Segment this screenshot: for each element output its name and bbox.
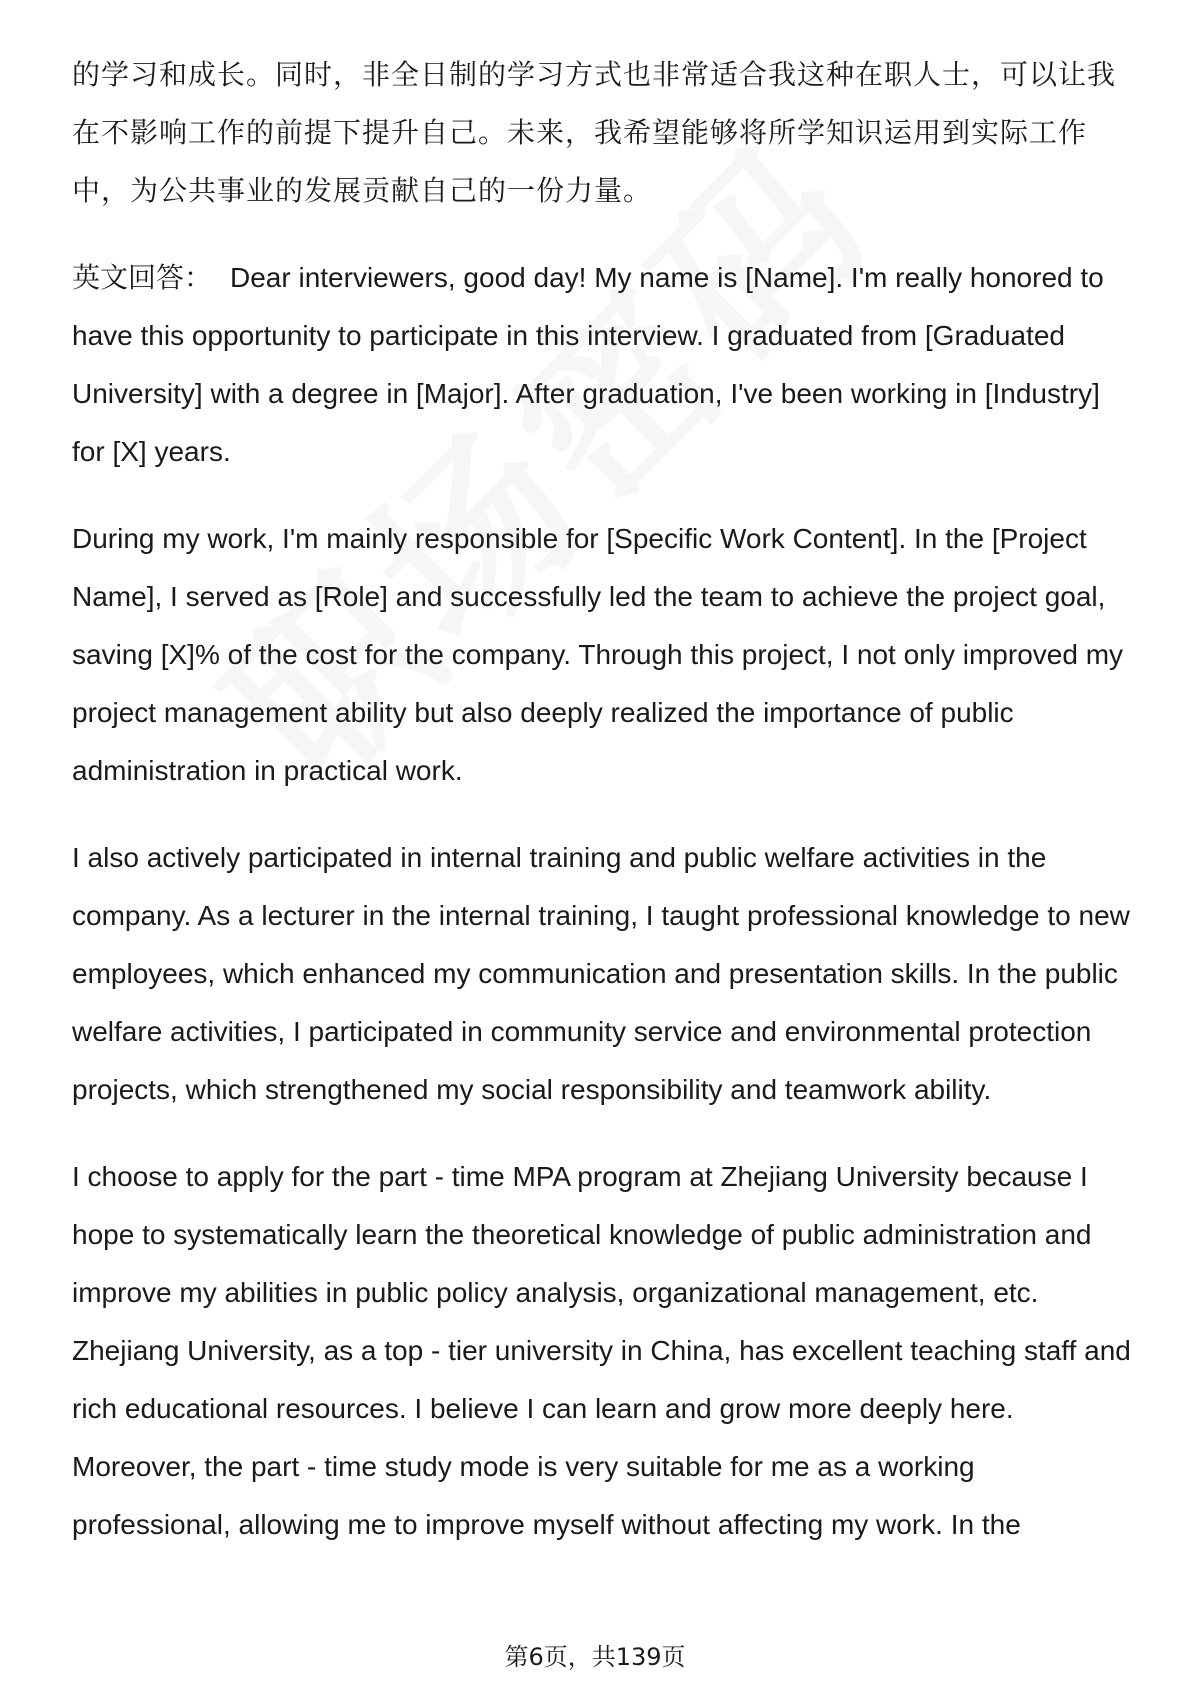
paragraph-work-experience: During my work, I'm mainly responsible for [Specific Work Content]. In the [Project Name], I served as [Role] and successfully led the team to achieve the project goal, saving [X]% of the cost for the company. Through this project, I not only improved my project management ability but also deeply realized the importance of public administration in practical work. [72,523,1124,786]
english-answer-label: 英文回答： [72,261,213,294]
page-number-footer: 第6页，共139页 [504,1643,686,1671]
paragraph-english-intro-text: Dear interviewers, good day! My name is [Name]. I'm really honored to have this opportunity to participate in this interview. I graduated from [Graduated University] with a degree in [Major]. After graduation, I've been working in [Industry] for [X] years. [72,262,1104,467]
document-body [72,46,1132,1583]
paragraph-english-intro [72,249,1132,481]
paragraph-activities: I also actively participated in internal training and public welfare activities in the company. As a lecturer in the internal training, I taught professional knowledge to new employees, which enhanced my communication and presentation skills. In the public welfare activities, I participated in community service and environmental protection projects, which strengthened my social responsibility and teamwork ability. [72,842,1130,1105]
paragraph-motivation: I choose to apply for the part - time MPA program at Zhejiang University because I hope to systematically learn the theoretical knowledge of public administration and improve my abilities in public policy analysis, organizational management, etc. Zhejiang University, as a top - tier university in China, has excellent teaching staff and rich educational resources. I believe I can learn and grow more deeply here. Moreover, the part - time study mode is very suitable for me as a working professional, allowing me to improve myself without affecting my work. In the [72,1161,1131,1540]
paragraph-chinese-continuation: 的学习和成长。同时，非全日制的学习方式也非常适合我这种在职人士，可以让我在不影响工作的前提下提升自己。未来，我希望能够将所学知识运用到实际工作中，为公共事业的发展贡献自己的一份力量。 [72,58,1117,207]
